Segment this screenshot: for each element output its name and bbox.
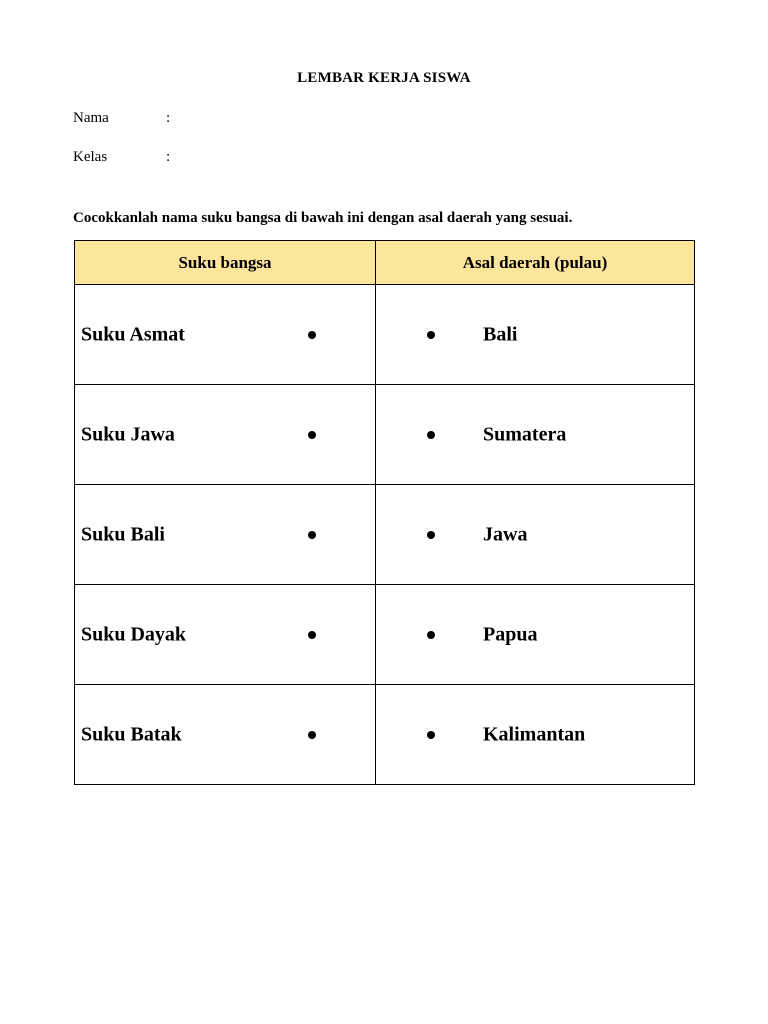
- cell-daerah: [376, 385, 695, 485]
- table-row: [75, 585, 695, 685]
- match-dot-right[interactable]: [427, 331, 435, 339]
- suku-label: Suku Dayak: [81, 623, 187, 645]
- suku-label: Suku Batak: [81, 723, 182, 745]
- field-colon-kelas: :: [166, 149, 171, 165]
- suku-label: Suku Asmat: [81, 323, 185, 345]
- daerah-label: Jawa: [483, 523, 528, 545]
- header-asal-daerah: Asal daerah (pulau): [376, 241, 695, 285]
- cell-suku: [75, 585, 376, 685]
- match-dot-left[interactable]: [308, 431, 316, 439]
- table-row: [75, 385, 695, 485]
- cell-suku: [75, 285, 376, 385]
- daerah-label: Papua: [483, 623, 538, 645]
- match-dot-left[interactable]: [308, 331, 316, 339]
- field-label-nama: Nama: [73, 110, 109, 126]
- table-row: [75, 685, 695, 785]
- match-dot-right[interactable]: [427, 631, 435, 639]
- field-colon-nama: :: [166, 110, 171, 126]
- daerah-label: Kalimantan: [483, 723, 586, 745]
- match-dot-left[interactable]: [308, 731, 316, 739]
- cell-suku: [75, 385, 376, 485]
- daerah-label: Sumatera: [483, 423, 567, 445]
- header-suku-bangsa: Suku bangsa: [75, 241, 376, 285]
- page-title: LEMBAR KERJA SISWA: [297, 70, 471, 86]
- cell-suku: [75, 485, 376, 585]
- instruction-text: Cocokkanlah nama suku bangsa di bawah ini dengan asal daerah yang sesuai.: [73, 210, 573, 226]
- daerah-label: Bali: [483, 323, 518, 345]
- cell-daerah: [376, 285, 695, 385]
- suku-label: Suku Jawa: [81, 423, 175, 445]
- table-header-row: [75, 241, 695, 285]
- match-dot-right[interactable]: [427, 431, 435, 439]
- cell-daerah: [376, 585, 695, 685]
- match-dot-right[interactable]: [427, 731, 435, 739]
- cell-daerah: [376, 485, 695, 585]
- suku-label: Suku Bali: [81, 523, 165, 545]
- match-dot-right[interactable]: [427, 531, 435, 539]
- match-dot-left[interactable]: [308, 531, 316, 539]
- cell-daerah: [376, 685, 695, 785]
- field-label-kelas: Kelas: [73, 149, 108, 165]
- cell-suku: [75, 685, 376, 785]
- matching-table: [74, 240, 695, 785]
- table-row: [75, 285, 695, 385]
- match-dot-left[interactable]: [308, 631, 316, 639]
- table-row: [75, 485, 695, 585]
